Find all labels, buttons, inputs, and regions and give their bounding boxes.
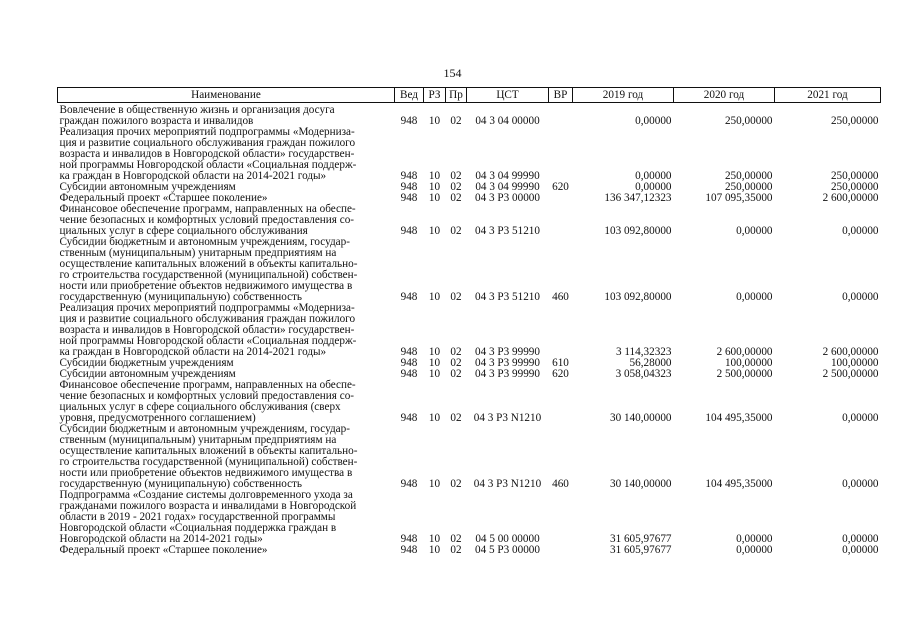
row-pr: 02 (450, 412, 462, 424)
row-name-line: ственным (муниципальным) унитарным предприятиям на (59, 247, 337, 259)
row-name-line: ности или приобретение объектов недвижимого имущества в (59, 467, 353, 479)
row-name (58, 380, 395, 424)
row-name-line: Федеральный проект «Старшее поколение» (59, 544, 268, 556)
row-name-line: чение безопасных и комфортных условий предоставления со- (59, 214, 355, 226)
row-value-2019: 103 092,80000 (604, 225, 672, 237)
row-ved: 948 (400, 357, 418, 369)
row-name-line: Федеральный проект «Старшее поколение» (59, 192, 268, 204)
row-name-line: осуществление капитальных вложений в объекты капитально- (59, 258, 358, 270)
row-value-2019: 30 140,00000 (609, 478, 672, 490)
table-row (58, 380, 881, 424)
row-value-2020: 0,00000 (736, 544, 773, 556)
row-cst: 04 3 P3 99990 (475, 346, 540, 358)
row-rz: 10 (428, 115, 441, 127)
row-value-2020: 104 495,35000 (705, 412, 773, 424)
row-ved: 948 (400, 544, 418, 556)
row-value-2021: 100,00000 (830, 357, 879, 369)
column-header-ved: Вед (395, 88, 424, 103)
row-ved: 948 (400, 291, 418, 303)
row-name (58, 490, 395, 545)
row-name-line: Субсидии бюджетным и автономным учреждениям, государ- (59, 423, 350, 435)
table-row (58, 490, 881, 545)
row-value-2021: 2 600,00000 (822, 346, 879, 358)
row-name-line: Субсидии автономным учреждениям (59, 368, 236, 380)
table-row (58, 204, 881, 237)
row-value-2020: 0,00000 (736, 225, 773, 237)
row-cst: 04 3 04 99990 (475, 181, 540, 193)
row-name (58, 237, 395, 303)
row-name-line: Субсидии автономным учреждениям (59, 181, 236, 193)
row-value-2020: 2 600,00000 (716, 346, 773, 358)
row-value-2020: 104 495,35000 (705, 478, 773, 490)
row-name-line: уровня, предусмотренного соглашением) (59, 412, 256, 424)
row-cst: 04 3 P3 51210 (475, 225, 540, 237)
row-vr (549, 193, 573, 204)
row-vr (549, 105, 573, 127)
row-value-2019: 30 140,00000 (609, 412, 672, 424)
row-value-2021: 0,00000 (842, 225, 879, 237)
row-value-2021: 0,00000 (842, 533, 879, 545)
row-value-2020: 250,00000 (724, 170, 773, 182)
row-name (58, 204, 395, 237)
row-rz: 10 (428, 478, 441, 490)
row-rz: 10 (428, 357, 441, 369)
row-name-line: Реализация прочих мероприятий подпрограммы «Модерниза- (59, 302, 355, 314)
row-name-line: ция и развитие социального обслуживания граждан пожилого (59, 137, 356, 149)
row-ved: 948 (400, 412, 418, 424)
row-name-line: го строительства государственной (муниципальной) собствен- (59, 456, 358, 468)
row-pr: 02 (450, 544, 462, 556)
row-pr: 02 (450, 291, 462, 303)
row-name-line: Субсидии бюджетным и автономным учреждениям, государ- (59, 236, 350, 248)
row-cst: 04 3 04 99990 (475, 170, 540, 182)
row-value-2021: 2 500,00000 (822, 368, 879, 380)
row-value-2020: 100,00000 (724, 357, 773, 369)
row-rz: 10 (428, 225, 441, 237)
row-name (58, 303, 395, 358)
table-row (58, 424, 881, 490)
row-ved: 948 (400, 478, 418, 490)
row-pr: 02 (450, 192, 462, 204)
row-pr: 02 (450, 478, 462, 490)
row-rz: 10 (428, 170, 441, 182)
row-value-2021: 250,00000 (830, 170, 879, 182)
row-value-2019: 3 114,32323 (615, 346, 672, 358)
column-header-cst: ЦСТ (467, 88, 549, 103)
row-vr: 620 (552, 181, 569, 193)
row-vr: 620 (552, 368, 569, 380)
column-header-2019: 2019 год (573, 88, 674, 103)
row-name-line: ной программы Новгородской области «Социальная поддерж- (59, 159, 357, 171)
column-header-name: Наименование (58, 88, 395, 103)
row-vr: 610 (552, 357, 569, 369)
row-cst: 04 3 P3 99990 (475, 357, 540, 369)
row-value-2019: 0,00000 (635, 170, 672, 182)
row-name-line: Новгородской области «Социальная поддержка граждан в (59, 522, 337, 534)
row-name-line: области в 2019 - 2021 годах» государственной программы (59, 511, 336, 523)
row-name (58, 127, 395, 182)
row-cst: 04 3 P3 N1210 (473, 478, 542, 490)
row-value-2021: 250,00000 (830, 115, 879, 127)
row-name (58, 545, 395, 556)
row-value-2021: 250,00000 (830, 181, 879, 193)
row-name-line: Финансовое обеспечение программ, направленных на обеспе- (59, 379, 356, 391)
column-header-vr: ВР (549, 88, 573, 103)
row-name-line: граждан пожилого возраста и инвалидов (59, 115, 254, 127)
column-header-2021: 2021 год (775, 88, 881, 103)
row-value-2021: 0,00000 (842, 478, 879, 490)
row-cst: 04 3 P3 99990 (475, 368, 540, 380)
row-value-2021: 0,00000 (842, 291, 879, 303)
row-value-2021: 0,00000 (842, 412, 879, 424)
row-rz: 10 (428, 544, 441, 556)
row-name-line: циальных услуг в сфере социального обслуживания (сверх (59, 401, 341, 413)
row-ved: 948 (400, 346, 418, 358)
row-name-line: ка граждан в Новгородской области на 2014-2021 годы» (59, 346, 327, 358)
row-name-line: Новгородской области на 2014-2021 годы» (59, 533, 263, 545)
row-value-2020: 0,00000 (736, 533, 773, 545)
row-value-2020: 250,00000 (724, 181, 773, 193)
row-vr (549, 204, 573, 237)
row-value-2019: 3 058,04323 (615, 368, 672, 380)
row-name (58, 105, 395, 127)
table-row (58, 237, 881, 303)
row-name-line: ной программы Новгородской области «Социальная поддерж- (59, 335, 357, 347)
row-rz: 10 (428, 368, 441, 380)
row-vr: 460 (552, 291, 569, 303)
page-number: 154 (443, 66, 462, 80)
row-cst: 04 3 04 00000 (475, 115, 540, 127)
row-cst: 04 5 P3 00000 (475, 544, 540, 556)
table-row (58, 545, 881, 556)
row-pr: 02 (450, 368, 462, 380)
column-header-rz: РЗ (424, 88, 446, 103)
row-value-2019: 0,00000 (635, 181, 672, 193)
row-value-2019: 103 092,80000 (604, 291, 672, 303)
row-value-2020: 2 500,00000 (716, 368, 773, 380)
table-row (58, 303, 881, 358)
row-ved: 948 (400, 170, 418, 182)
row-pr: 02 (450, 225, 462, 237)
row-name-line: гражданами пожилого возраста и инвалидами в Новгородской (59, 500, 357, 512)
row-vr (549, 490, 573, 545)
row-name-line: возраста и инвалидов в Новгородской области» государствен- (59, 324, 355, 336)
row-value-2020: 0,00000 (736, 291, 773, 303)
row-value-2019: 31 605,97677 (609, 544, 672, 556)
row-ved: 948 (400, 225, 418, 237)
row-name-line: ности или приобретение объектов недвижимого имущества в (59, 280, 353, 292)
row-rz: 10 (428, 533, 441, 545)
row-value-2019: 56,28000 (629, 357, 672, 369)
row-ved: 948 (400, 181, 418, 193)
row-name-line: ка граждан в Новгородской области на 2014-2021 годы» (59, 170, 327, 182)
row-value-2019: 136 347,12323 (604, 192, 672, 204)
row-name-line: Финансовое обеспечение программ, направленных на обеспе- (59, 203, 356, 215)
row-name-line: осуществление капитальных вложений в объекты капитально- (59, 445, 358, 457)
row-pr: 02 (450, 115, 462, 127)
row-cst: 04 3 P3 00000 (475, 192, 540, 204)
row-vr: 460 (552, 478, 569, 490)
row-name (58, 424, 395, 490)
row-ved: 948 (400, 533, 418, 545)
row-ved: 948 (400, 115, 418, 127)
row-vr (549, 303, 573, 358)
row-ved: 948 (400, 368, 418, 380)
row-rz: 10 (428, 291, 441, 303)
table-row (58, 105, 881, 127)
row-name-line: Субсидии бюджетным учреждениям (59, 357, 234, 369)
row-pr: 02 (450, 533, 462, 545)
table-row (58, 127, 881, 182)
table-header-row (58, 88, 881, 103)
row-name-line: ция и развитие социального обслуживания граждан пожилого (59, 313, 356, 325)
row-name-line: Реализация прочих мероприятий подпрограммы «Модерниза- (59, 126, 355, 138)
row-value-2019: 0,00000 (635, 115, 672, 127)
row-pr: 02 (450, 181, 462, 193)
row-vr (549, 127, 573, 182)
row-name-line: Вовлечение в общественную жизнь и организация досуга (59, 104, 335, 116)
row-pr: 02 (450, 170, 462, 182)
row-cst: 04 5 00 00000 (475, 533, 540, 545)
row-name-line: государственную (муниципальную) собственность (59, 478, 303, 490)
row-name-line: Подпрограмма «Создание системы долговременного ухода за (59, 489, 353, 501)
column-header-2020: 2020 год (674, 88, 775, 103)
row-value-2020: 250,00000 (724, 115, 773, 127)
row-pr: 02 (450, 357, 462, 369)
row-pr: 02 (450, 346, 462, 358)
row-name-line: ственным (муниципальным) унитарным предприятиям на (59, 434, 337, 446)
row-rz: 10 (428, 412, 441, 424)
table-body (58, 103, 881, 557)
budget-table (57, 87, 881, 556)
row-name-line: возраста и инвалидов в Новгородской области» государствен- (59, 148, 355, 160)
row-rz: 10 (428, 192, 441, 204)
row-name-line: циальных услуг в сфере социального обслуживания (59, 225, 308, 237)
row-value-2019: 31 605,97677 (609, 533, 672, 545)
row-vr (549, 380, 573, 424)
row-value-2021: 0,00000 (842, 544, 879, 556)
row-value-2021: 2 600,00000 (822, 192, 879, 204)
column-header-pr: Пр (446, 88, 467, 103)
row-name-line: го строительства государственной (муниципальной) собствен- (59, 269, 358, 281)
row-cst: 04 3 P3 N1210 (473, 412, 542, 424)
row-vr (549, 545, 573, 556)
row-cst: 04 3 P3 51210 (475, 291, 540, 303)
row-name-line: чение безопасных и комфортных условий предоставления со- (59, 390, 355, 402)
row-rz: 10 (428, 346, 441, 358)
row-ved: 948 (400, 192, 418, 204)
row-name-line: государственную (муниципальную) собственность (59, 291, 303, 303)
row-rz: 10 (428, 181, 441, 193)
row-value-2020: 107 095,35000 (705, 192, 773, 204)
